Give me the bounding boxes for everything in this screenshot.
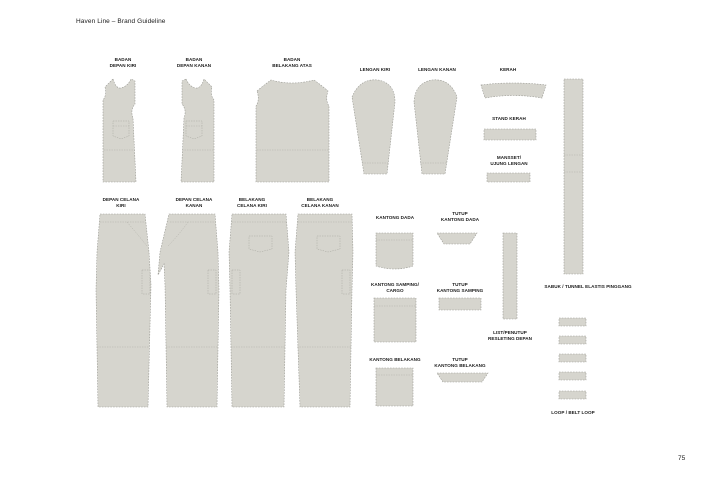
label-line: BADAN bbox=[185, 57, 203, 62]
label-line: BADAN bbox=[283, 57, 301, 62]
document-header: Haven Line – Brand Guideline bbox=[76, 18, 166, 25]
label-line: DEPAN CELANA bbox=[175, 197, 213, 202]
label-line: CELANA KIRI bbox=[237, 202, 267, 208]
label-line: LENGAN KANAN bbox=[418, 67, 456, 72]
label-line: KIRI bbox=[116, 202, 126, 208]
label-line: KANTONG DADA bbox=[440, 216, 480, 222]
tutup-kantong-dada-piece bbox=[437, 233, 477, 244]
label-line: KANTONG SAMPING/ bbox=[371, 282, 419, 287]
label-line: BELAKANG bbox=[238, 197, 266, 202]
label-kantong-dada bbox=[376, 215, 414, 221]
label-line: BADAN bbox=[114, 57, 132, 62]
depan-celana-kanan-piece bbox=[158, 214, 219, 407]
badan-belakang-atas-piece bbox=[256, 80, 329, 182]
sabuk-piece bbox=[564, 79, 583, 274]
label-sabuk bbox=[544, 284, 631, 290]
label-line: DEPAN KANAN bbox=[176, 62, 212, 68]
label-line: RESLETING DEPAN bbox=[487, 335, 533, 341]
label-manset bbox=[490, 155, 527, 166]
label-line: SABUK / TUNNEL ELASTIS PINGGANG bbox=[544, 284, 632, 289]
label-line: LENGAN KIRI bbox=[359, 67, 391, 72]
label-loop bbox=[551, 410, 595, 416]
label-badan-belakang-atas bbox=[272, 57, 312, 68]
label-line: STAND KERAH bbox=[492, 116, 526, 121]
label-line: BELAKANG ATAS bbox=[272, 62, 312, 68]
label-badan-depan-kanan bbox=[177, 57, 211, 68]
label-line: KERAH bbox=[499, 67, 517, 72]
lengan-kanan-piece bbox=[414, 80, 457, 174]
label-depan-celana-kiri bbox=[103, 197, 140, 208]
label-belakang-celana-kiri bbox=[237, 197, 267, 208]
label-line: CELANA KANAN bbox=[301, 202, 339, 208]
label-belakang-celana-kanan bbox=[301, 197, 338, 208]
badan-depan-kiri-piece bbox=[103, 79, 136, 182]
label-depan-celana-kanan bbox=[176, 197, 213, 208]
label-lengan-kanan bbox=[418, 67, 456, 73]
label-line: CARGO bbox=[386, 287, 404, 293]
label-line: TUTUP bbox=[452, 282, 468, 287]
label-list-penutup bbox=[488, 330, 532, 341]
tutup-kantong-belakang-piece bbox=[437, 373, 488, 382]
belt-loop-pieces bbox=[559, 318, 586, 399]
list-penutup-piece bbox=[503, 233, 517, 319]
kantong-dada-piece bbox=[376, 233, 413, 269]
label-stand-kerah bbox=[492, 116, 526, 122]
page-number: 75 bbox=[678, 455, 686, 462]
label-line: KANTONG BELAKANG bbox=[434, 362, 486, 368]
label-lengan-kiri bbox=[360, 67, 390, 73]
label-line: KANTONG BELAKANG bbox=[369, 357, 421, 362]
label-line: DEPAN CELANA bbox=[102, 197, 140, 202]
depan-celana-kiri-piece bbox=[96, 214, 151, 407]
belakang-celana-kanan-piece bbox=[295, 214, 353, 407]
kantong-samping-piece bbox=[374, 298, 416, 342]
lengan-kiri-piece bbox=[352, 80, 395, 174]
label-line: MANSSET/ bbox=[496, 155, 522, 160]
label-tutup-kantong-belakang bbox=[434, 357, 485, 368]
label-tutup-kantong-dada bbox=[441, 211, 479, 222]
tutup-kantong-samping-piece bbox=[439, 298, 481, 310]
label-badan-depan-kiri bbox=[110, 57, 137, 68]
label-line: KANTONG SAMPING bbox=[436, 287, 484, 293]
kerah-piece bbox=[481, 83, 546, 98]
label-kantong-belakang bbox=[369, 357, 420, 363]
label-line: TUTUP bbox=[452, 211, 468, 216]
kantong-belakang-piece bbox=[376, 368, 413, 406]
label-line: BELAKANG bbox=[306, 197, 334, 202]
label-line: UJUNG LENGAN bbox=[490, 160, 528, 166]
label-line: KANTONG DADA bbox=[375, 215, 415, 220]
label-line: TUTUP bbox=[452, 357, 468, 362]
badan-depan-kanan-piece bbox=[181, 79, 214, 182]
label-kerah bbox=[500, 67, 517, 73]
label-kantong-samping bbox=[371, 282, 419, 293]
label-line: LIST/PENUTUP bbox=[493, 330, 527, 335]
label-tutup-kantong-samping bbox=[437, 282, 484, 293]
label-line: KANAN bbox=[185, 202, 203, 208]
stand-kerah-piece bbox=[484, 129, 536, 140]
label-line: DEPAN KIRI bbox=[109, 62, 137, 68]
belakang-celana-kiri-piece bbox=[229, 214, 289, 407]
label-line: LOOP / BELT LOOP bbox=[551, 410, 595, 415]
manset-piece bbox=[487, 173, 530, 182]
